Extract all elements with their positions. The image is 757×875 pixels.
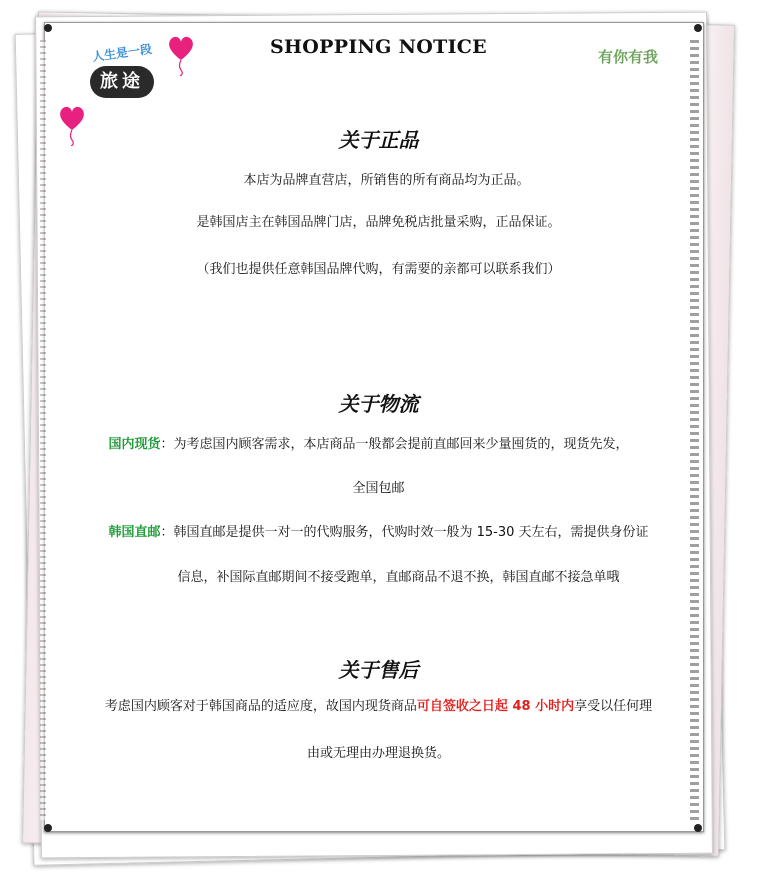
corner-dot-icon: [694, 824, 702, 832]
authentic-line-2: 是韩国店主在韩国品牌门店，品牌免税店批量采购，正品保证。: [196, 215, 561, 230]
corner-dot-icon: [694, 24, 702, 32]
authentic-line-3: （我们也提供任意韩国品牌代购，有需要的亲都可以联系我们）: [196, 262, 561, 277]
aftersales-line: [0, 698, 757, 716]
korea-label: 韩国直邮: [108, 525, 161, 540]
korea-text: ：韩国直邮是提供一对一的代购服务，代购时效一般为 15-30 天左右，需提供身份证: [160, 525, 649, 540]
korea-line: [0, 524, 757, 542]
logo-small-text: 人生是一段: [91, 41, 153, 65]
domestic-label: 国内现货: [108, 437, 161, 452]
domestic-line-2: 全国包邮: [352, 481, 405, 496]
aftersales-line-2: 由或无理由办理退换货。: [306, 746, 450, 761]
heading-logistics: 关于物流: [338, 392, 419, 416]
aftersales-text-before: 考虑国内顾客对于韩国商品的适应度，故国内现货商品: [104, 699, 417, 714]
authentic-line-1: 本店为品牌直营店，所销售的所有商品均为正品。: [243, 173, 530, 188]
logo-big-text: 旅途: [90, 66, 154, 98]
korea-line-2: 信息，补国际直邮期间不接受跑单，直邮商品不退不换，韩国直邮不接急单哦: [177, 570, 620, 585]
badge-text: 有你有我: [598, 48, 659, 66]
aftersales-text-after: 享受以任何理: [574, 699, 653, 714]
page-title: SHOPPING NOTICE: [270, 36, 487, 58]
corner-dot-icon: [44, 824, 52, 832]
heading-aftersales: 关于售后: [338, 658, 419, 682]
corner-dot-icon: [44, 24, 52, 32]
heading-authentic: 关于正品: [338, 128, 419, 152]
domestic-line: [0, 436, 747, 454]
aftersales-highlight: 可自签收之日起 48 小时内: [416, 699, 575, 714]
domestic-text: ：为考虑国内顾客需求，本店商品一般都会提前直邮回来少量囤货的，现货先发，: [160, 437, 629, 452]
